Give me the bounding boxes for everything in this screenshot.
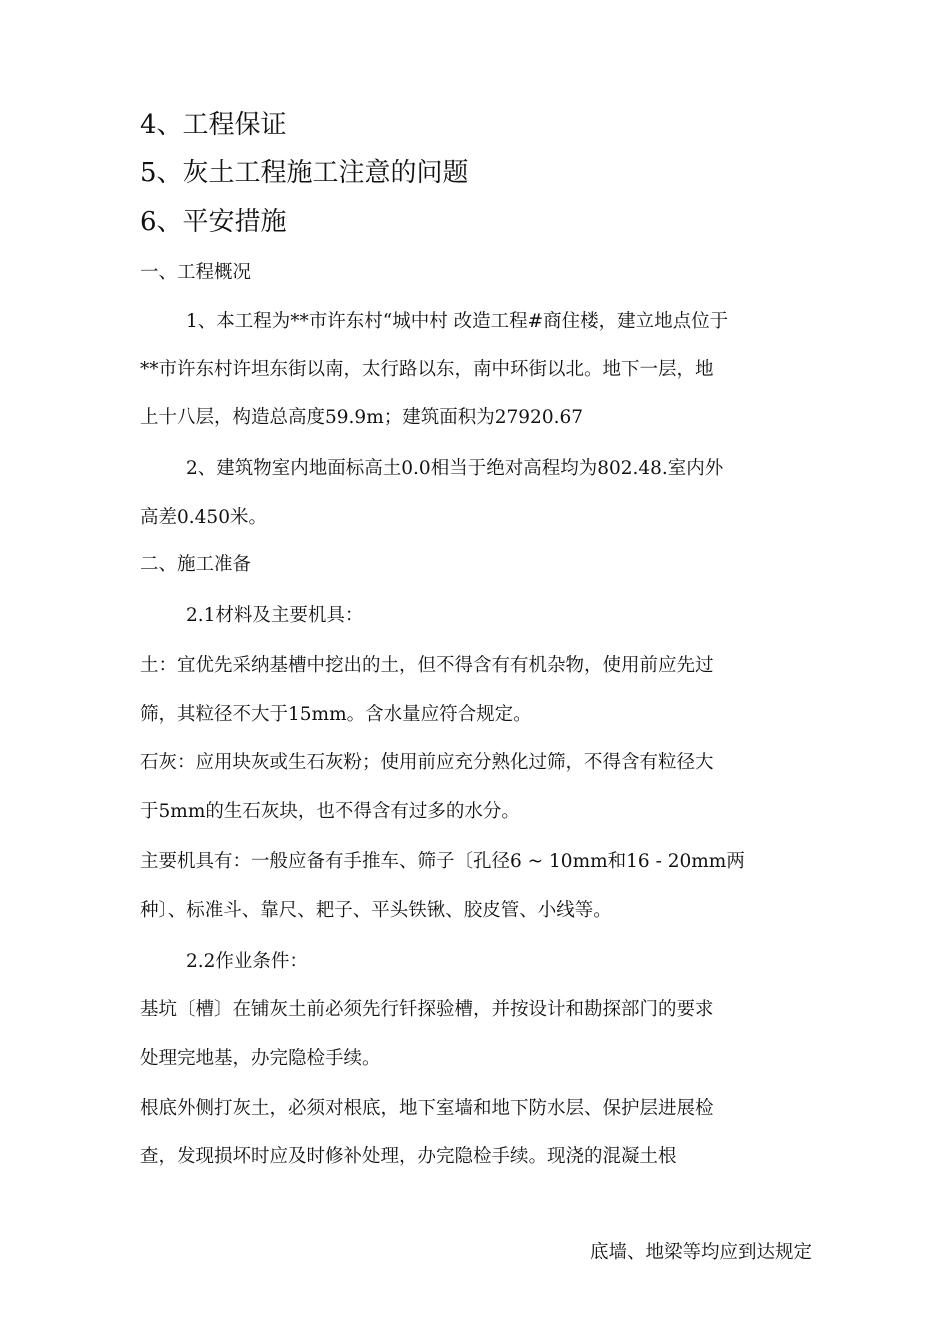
toc-item-5: 5、灰土工程施工注意的问题	[140, 158, 469, 188]
subsection-2-1-heading: 2.1材料及主要机具：	[186, 605, 364, 626]
subsection-2-2-heading: 2.2作业条件：	[186, 951, 308, 972]
lime-paragraph-line-2: 于5mm的生石灰块，也不得含有过多的水分。	[140, 801, 520, 822]
condition-1-line-2: 处理完地基，办完隐检手续。	[140, 1048, 381, 1069]
condition-2-line-2: 查，发现损坏时应及时修补处理，办完隐检手续。现浇的混凝土根	[140, 1146, 677, 1167]
lime-paragraph-line-1: 石灰：应用块灰或生石灰粉；使用前应充分熟化过筛，不得含有粒径大	[140, 752, 714, 773]
toc-item-6: 6、平安措施	[140, 207, 287, 237]
paragraph-2-line-1: 2、建筑物室内地面标高土0.0相当于绝对高程均为802.48.室内外	[186, 458, 724, 479]
paragraph-1-line-3: 上十八层，构造总高度59.9m；建筑面积为27920.67	[140, 407, 584, 428]
condition-2-line-1: 根底外侧打灰土，必须对根底，地下室墙和地下防水层、保护层进展检	[140, 1098, 714, 1119]
paragraph-2-line-2: 高差0.450米。	[140, 507, 267, 528]
paragraph-1-line-2: **市许东村许坦东街以南，太行路以东，南中环街以北。地下一层，地	[140, 359, 714, 380]
section-1-heading: 一、工程概况	[140, 262, 252, 283]
tools-paragraph-line-2: 种〕、标准斗、靠尺、耙子、平头铁锹、胶皮管、小线等。	[140, 900, 612, 921]
paragraph-1-line-1: 1、本工程为**市许东村“城中村 改造工程#商住楼，建立地点位于	[186, 311, 729, 332]
toc-item-4: 4、工程保证	[140, 110, 287, 140]
section-2-heading: 二、施工准备	[140, 554, 252, 575]
continued-text-line: 底墙、地梁等均应到达规定	[589, 1242, 812, 1263]
soil-paragraph-line-2: 筛，其粒径不大于15mm。含水量应符合规定。	[140, 704, 532, 725]
condition-1-line-1: 基坑〔槽〕在铺灰土前必须先行钎探验槽，并按设计和勘探部门的要求	[140, 999, 714, 1020]
tools-paragraph-line-1: 主要机具有：一般应备有手推车、筛子〔孔径6 ~ 10mm和16 - 20mm两	[140, 851, 745, 872]
soil-paragraph-line-1: 土：宜优先采纳基槽中挖出的土，但不得含有有机杂物，使用前应先过	[140, 655, 714, 676]
